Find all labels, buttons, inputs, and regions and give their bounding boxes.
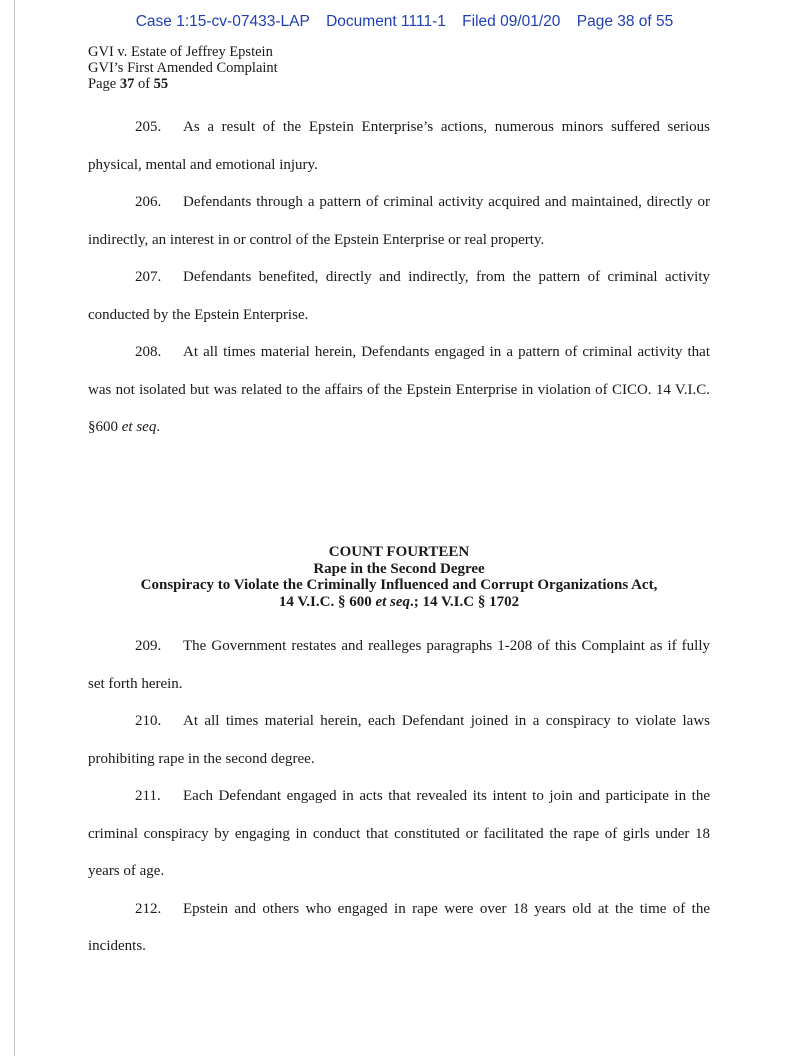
- caption-page-total: 55: [153, 76, 169, 92]
- count-title: COUNT FOURTEEN: [328, 544, 470, 560]
- count-subtitle: Rape in the Second Degree: [313, 560, 485, 577]
- paragraphs-section-top: [88, 109, 710, 447]
- caption-document-title: GVI’s First Amended Complaint: [88, 60, 278, 76]
- count-heading: [88, 544, 710, 610]
- document-caption: [88, 44, 278, 92]
- ecf-page-number: Page 38 of 55: [576, 13, 674, 30]
- paragraph-208: 208. At all times material herein, Defendants engaged in a pattern of criminal activity that was not isolated but was related to the affairs of the Epstein Enterprise in violation of CICO. 14 V.I.C. §600 et seq.: [88, 344, 710, 435]
- paragraph-209: 209. The Government restates and realleges paragraphs 1-208 of this Complaint as if fully set forth herein.: [88, 638, 710, 692]
- filed-date: Filed 09/01/20: [462, 13, 561, 30]
- count-description: Conspiracy to Violate the Criminally Influenced and Corrupt Organizations Act,: [140, 577, 658, 593]
- case-number: Case 1:15-cv-07433-LAP: [135, 13, 310, 30]
- paragraph-212: 212. Epstein and others who engaged in rape were over 18 years old at the time of the incidents.: [88, 900, 710, 954]
- count-statutes: 14 V.I.C. § 600 et seq.; 14 V.I.C § 1702: [278, 593, 520, 610]
- paragraphs-section-bottom: [88, 628, 710, 966]
- ecf-filing-header: [0, 13, 809, 31]
- paragraph-206: 206. Defendants through a pattern of criminal activity acquired and maintained, directly or indirectly, an interest in or control of the Epstein Enterprise or real property.: [88, 194, 710, 248]
- scan-margin-line: [14, 0, 15, 1056]
- caption-page-number: 37: [119, 76, 135, 92]
- caption-case-name: GVI v. Estate of Jeffrey Epstein: [88, 44, 273, 60]
- paragraph-210: 210. At all times material herein, each Defendant joined in a conspiracy to violate laws prohibiting rape in the second degree.: [88, 713, 710, 767]
- document-number: Document 1111-1: [326, 13, 446, 30]
- paragraph-205: 205. As a result of the Epstein Enterprise’s actions, numerous minors suffered serious physical, mental and emotional injury.: [88, 119, 710, 173]
- paragraph-211: 211. Each Defendant engaged in acts that revealed its intent to join and participate in the criminal conspiracy by engaging in conduct that constituted or facilitated the rape of girls under 18 years of age.: [88, 788, 710, 879]
- paragraph-207: 207. Defendants benefited, directly and indirectly, from the pattern of criminal activity conducted by the Epstein Enterprise.: [88, 269, 710, 323]
- caption-page-line: Page 37 of 55: [88, 76, 169, 92]
